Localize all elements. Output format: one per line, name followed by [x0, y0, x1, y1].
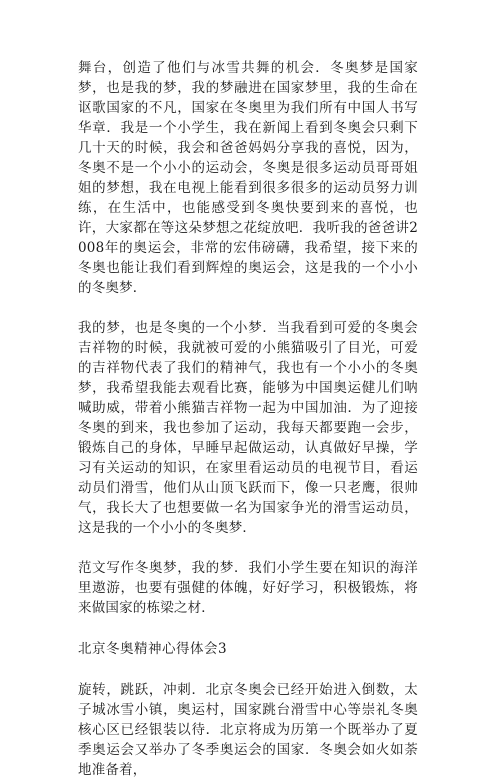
document-body: [78, 58, 418, 780]
paragraph-winter-olympics-dream: 舞台，创造了他们与冰雪共舞的机会．冬奥梦是国家梦，也是我的梦，我的梦融进在国家梦里，我的生命在讴歌国家的不凡，国家在冬奥里为我们所有中国人书写华章．我是一个小学生，我在新闻上看到冬奥会只剩下几十天的时候，我会和爸爸妈妈分享我的喜悦，因为，冬奥不是一个小小的运动会，冬奥是很多运动员哥哥姐姐的梦想，我在电视上能看到很多很多的运动员努力训练，在生活中，也能感受到冬奥快要到来的喜悦，也许，大家都在等这朵梦想之花绽放吧．我听我的爸爸讲2008年的奥运会，非常的宏伟磅礴，我希望，接下来的冬奥也能让我们看到辉煌的奥运会，这是我的一个小小的冬奥梦．: [78, 60, 418, 296]
paragraph-mascot-dream: 我的梦，也是冬奥的一个小梦．当我看到可爱的冬奥会吉祥物的时候，我就被可爱的小熊猫吸引了目光，可爱的吉祥物代表了我们的精神气，我也有一个小小的冬奥梦，我希望我能去观看比赛，能够为中国奥运健儿们呐喊助威，带着小熊猫吉祥物一起为中国加油．为了迎接冬奥的到来，我也参加了运动，我每天都要跑一会步，锻炼自己的身体，早睡早起做运动，认真做好早操，学习有关运动的知识，在家里看运动员的电视节目，看运动员们滑雪，他们从山顶飞跃而下，像一只老鹰，很帅气，我长大了也想要做一名为国家争光的滑雪运动员，这是我的一个小小的冬奥梦．: [78, 320, 418, 536]
paragraph-beijing-countdown: 旋转，跳跃，冲刺．北京冬奥会已经开始进入倒数，太子城冰雪小镇，奥运村，国家跳台滑雪中心等崇礼冬奥核心区已经银装以待．北京将成为历第一个既举办了夏季奥运会又举办了冬季奥运会的国家．冬奥会如火如荼地准备着，: [78, 682, 418, 778]
paragraph-sample-essay-summary: 范文写作冬奥梦，我的梦．我们小学生要在知识的海洋里遨游，也要有强健的体魄，好好学习，积极锻炼，将来做国家的栋梁之材．: [78, 560, 418, 616]
section-heading: 北京冬奥精神心得体会3: [78, 641, 228, 657]
